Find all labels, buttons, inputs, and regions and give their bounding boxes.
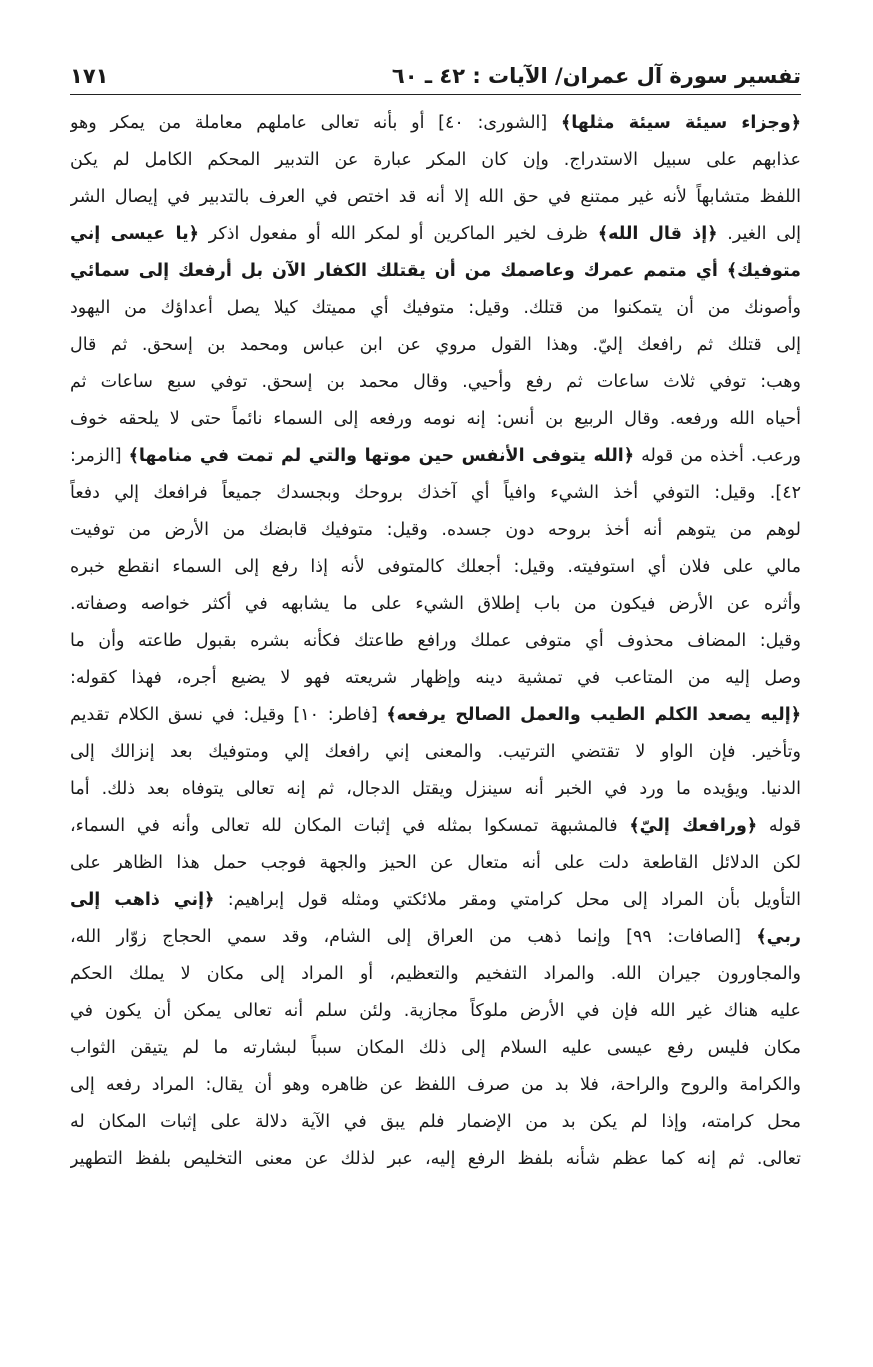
quran-quote: ﴿إني ذاهب إلى bbox=[70, 890, 215, 910]
text-segment: عذابهم على سبيل الاستدراج. وإن كان المكر عبارة عن التدبير المحكم الكامل لم يكن bbox=[70, 150, 801, 170]
text-line bbox=[70, 771, 801, 808]
quran-quote: متوفيك﴾ أي متمم عمرك وعاصمك من أن يقتلك الكفار الآن بل أرفعك إلى سمائي bbox=[70, 261, 801, 281]
text-line bbox=[70, 734, 801, 771]
text-segment: وقيل: المضاف محذوف أي متوفى عملك ورافع طاعتك فكأنه بشره بقبول طاعته وأن ما bbox=[70, 631, 801, 651]
text-segment: وصل إليه من المتاعب في تمشية دينه وإظهار شريعته فهو لا يضيع أجره، فهذا كقوله: bbox=[70, 668, 801, 688]
text-line bbox=[70, 1104, 801, 1141]
text-line bbox=[70, 364, 801, 401]
text-line bbox=[70, 697, 801, 734]
text-segment: لكن الدلائل القاطعة دلت على أنه متعال عن الحيز والجهة فوجب حمل هذا الظاهر على bbox=[70, 853, 801, 873]
text-line bbox=[70, 327, 801, 364]
text-segment: [الشورى: ٤٠] أو بأنه تعالى عاملهم معاملة من يمكر وهو bbox=[70, 113, 561, 133]
quran-quote: ﴿إليه يصعد الكلم الطيب والعمل الصالح يرفعه﴾ bbox=[386, 705, 801, 725]
text-segment: أحياه الله ورفعه. وقال الربيع بن أنس: إنه نومه ورفعه إلى السماء نائماً حتى لا يلحقه خوف bbox=[70, 409, 801, 429]
text-line bbox=[70, 216, 801, 253]
text-line bbox=[70, 179, 801, 216]
text-segment: اللفظ متشابهاً لأنه غير ممتنع في حق الله إلا أنه قد اختص في العرف بالتدبير في إيصال الشر bbox=[70, 187, 801, 207]
quran-quote: ربي﴾ bbox=[756, 927, 801, 947]
text-segment: إلى قتلك ثم رافعك إليّ. وهذا القول مروي عن ابن عباس ومحمد بن إسحق. ثم قال bbox=[70, 335, 801, 355]
text-line bbox=[70, 1141, 801, 1178]
text-segment: ظرف لخير الماكرين أو لمكر الله أو مفعول اذكر bbox=[198, 224, 598, 244]
text-line bbox=[70, 475, 801, 512]
text-line bbox=[70, 919, 801, 956]
text-line bbox=[70, 1067, 801, 1104]
text-segment: وتأخير. فإن الواو لا تقتضي الترتيب. والمعنى إني رافعك إلي ومتوفيك بعد إنزالك إلى bbox=[70, 742, 801, 762]
text-line bbox=[70, 549, 801, 586]
text-segment: وأصونك من أن يتمكنوا من قتلك. وقيل: متوفيك أي مميتك كيلا يصل أعداؤك من اليهود bbox=[70, 298, 801, 318]
text-line bbox=[70, 142, 801, 179]
text-line bbox=[70, 882, 801, 919]
text-segment: والمجاورون جيران الله. والمراد التفخيم والتعظيم، أو المراد إلى مكان لا يملك الحكم bbox=[70, 964, 801, 984]
text-segment: ٤٢]. وقيل: التوفي أخذ الشيء وافياً أي آخذك بروحك وبجسدك جميعاً فرافعك إلي دفعاً bbox=[70, 483, 801, 503]
quran-quote: ﴿وجزاء سيئة سيئة مثلها﴾ bbox=[560, 113, 801, 133]
text-segment: تعالى. ثم إنه كما عظم شأنه بلفظ الرفع إليه، عبر لذلك عن معنى التخليص بلفظ التطهير bbox=[70, 1149, 801, 1169]
text-line bbox=[70, 808, 801, 845]
text-segment: ورعب. أخذه من قوله bbox=[634, 446, 801, 466]
running-title: تفسير سورة آل عمران/ الآيات : ٤٢ ـ ٦٠ bbox=[391, 64, 801, 88]
text-segment: فالمشبهة تمسكوا بمثله في إثبات المكان لله تعالى وأنه في السماء، bbox=[70, 816, 630, 836]
text-line bbox=[70, 993, 801, 1030]
text-line bbox=[70, 845, 801, 882]
quran-quote: ﴿الله يتوفى الأنفس حين موتها والتي لم تمت في منامها﴾ bbox=[128, 446, 635, 466]
text-segment: [فاطر: ١٠] وقيل: في نسق الكلام تقديم bbox=[70, 705, 387, 725]
text-line bbox=[70, 956, 801, 993]
text-segment: لوهم من يتوهم أنه أخذ بروحه دون جسده. وقيل: متوفيك قابضك من الأرض من توفيت bbox=[70, 520, 801, 540]
page-header bbox=[70, 48, 801, 95]
text-segment: والكرامة والروح والراحة، فلا بد من صرف اللفظ عن ظاهره وهو أن يقال: المراد رفعه إلى bbox=[70, 1075, 801, 1095]
text-segment: [الصافات: ٩٩] وإنما ذهب من العراق إلى الشام، وقد سمي الحجاج زوّار الله، bbox=[70, 927, 757, 947]
text-line bbox=[70, 105, 801, 142]
text-line bbox=[70, 401, 801, 438]
text-line bbox=[70, 290, 801, 327]
text-line bbox=[70, 438, 801, 475]
text-line bbox=[70, 512, 801, 549]
text-segment: إلى الغير. bbox=[717, 224, 801, 244]
text-line bbox=[70, 623, 801, 660]
text-line bbox=[70, 1030, 801, 1067]
text-segment: وهب: توفي ثلاث ساعات ثم رفع وأحيي. وقال محمد بن إسحق. توفي سبع ساعات ثم bbox=[70, 372, 801, 392]
quran-quote: ﴿إذ قال الله﴾ bbox=[597, 224, 718, 244]
document-page bbox=[70, 48, 801, 1327]
text-segment: وأثره عن الأرض فيكون من باب إطلاق الشيء على ما يشابهه في أكثر خواصه وصفاته. bbox=[70, 594, 801, 614]
text-line bbox=[70, 253, 801, 290]
quran-quote: ﴿ورافعك إليّ﴾ bbox=[629, 816, 758, 836]
page-number: ١٧١ bbox=[70, 64, 109, 88]
text-line bbox=[70, 660, 801, 697]
text-segment: مالي على فلان أي استوفيته. وقيل: أجعلك كالمتوفى لأنه إذا رفع إلى السماء انقطع خبره bbox=[70, 557, 801, 577]
text-segment: مكان فليس رفع عيسى عليه السلام إلى ذلك المكان سبباً لبشارته ما لم يتيقن الثواب bbox=[70, 1038, 801, 1058]
text-segment: [الزمر: bbox=[70, 446, 129, 466]
body-text bbox=[70, 105, 801, 1178]
text-line bbox=[70, 586, 801, 623]
text-segment: عليه هناك غير الله فإن في الأرض ملوكاً مجازية. ولئن سلم أنه تعالى يمكن أن يكون في bbox=[70, 1001, 801, 1021]
quran-quote: ﴿يا عيسى إني bbox=[70, 224, 199, 244]
text-segment: الدنيا. ويؤيده ما ورد في الخبر أنه سينزل ويقتل الدجال، ثم إنه تعالى يتوفاه بعد ذلك. أما bbox=[70, 779, 801, 799]
text-segment: التأويل بأن المراد إلى محل كرامتي ومقر ملائكتي ومثله قول إبراهيم: bbox=[214, 890, 801, 910]
text-segment: محل كرامته، وإذا لم يكن بد من الإضمار فلم يبق في الآية دلالة على إثبات المكان له bbox=[70, 1112, 801, 1132]
text-segment: قوله bbox=[757, 816, 801, 836]
